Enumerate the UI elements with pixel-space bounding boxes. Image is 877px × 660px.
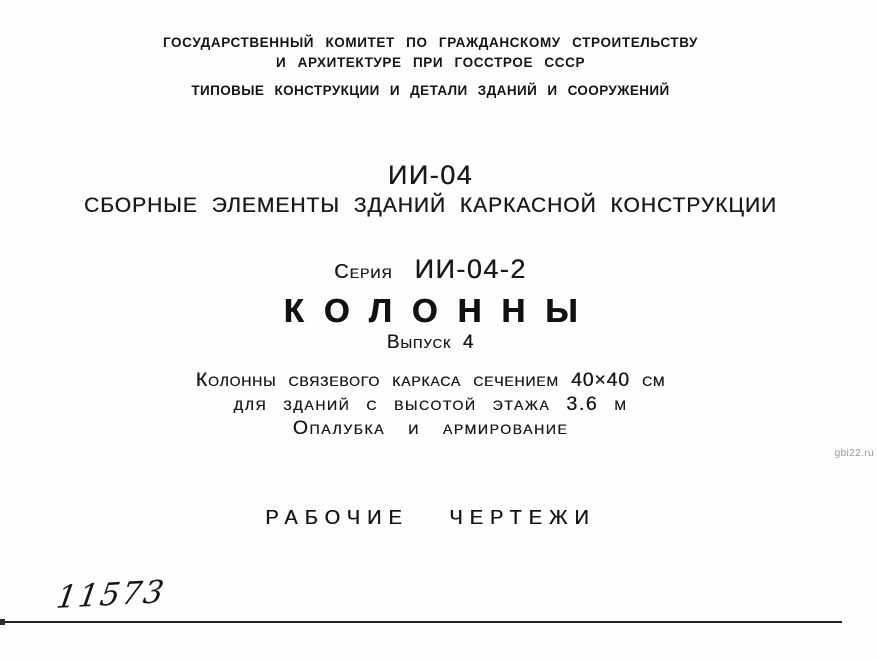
series-label: Серия xyxy=(334,261,393,283)
series-code-row xyxy=(0,256,877,283)
series-code: ИИ-04-2 xyxy=(414,254,527,284)
description-line-3: Опалубка и армирование xyxy=(292,417,569,439)
handwritten-inventory-number: 11573 xyxy=(54,573,169,616)
bottom-rule-divider xyxy=(0,621,842,623)
committee-line-1: ГОСУДАРСТВЕННЫЙ КОМИТЕТ ПО ГРАЖДАНСКОМУ СТРОИТЕЛЬСТВУ xyxy=(162,35,699,50)
description-line-2: для зданий с высотой этажа 3.6 м xyxy=(233,393,628,415)
watermark-text: gbi22.ru xyxy=(834,447,874,459)
committee-line-2: И АРХИТЕКТУРЕ ПРИ ГОССТРОЕ СССР xyxy=(275,55,586,70)
document-code: ИИ-04 xyxy=(387,160,474,190)
main-title: КОЛОННЫ xyxy=(283,292,598,329)
issue-label: Выпуск 4 xyxy=(386,332,475,353)
series-name: СБОРНЫЕ ЭЛЕМЕНТЫ ЗДАНИЙ КАРКАСНОЙ КОНСТРУКЦИИ xyxy=(83,194,778,217)
description-line-1: Колонны связевого каркаса сечением 40×40 см xyxy=(195,369,666,391)
doc-type-label: РАБОЧИЕ ЧЕРТЕЖИ xyxy=(265,507,596,529)
series-organization-line: ТИПОВЫЕ КОНСТРУКЦИИ И ДЕТАЛИ ЗДАНИЙ И СООРУЖЕНИЙ xyxy=(191,83,670,98)
